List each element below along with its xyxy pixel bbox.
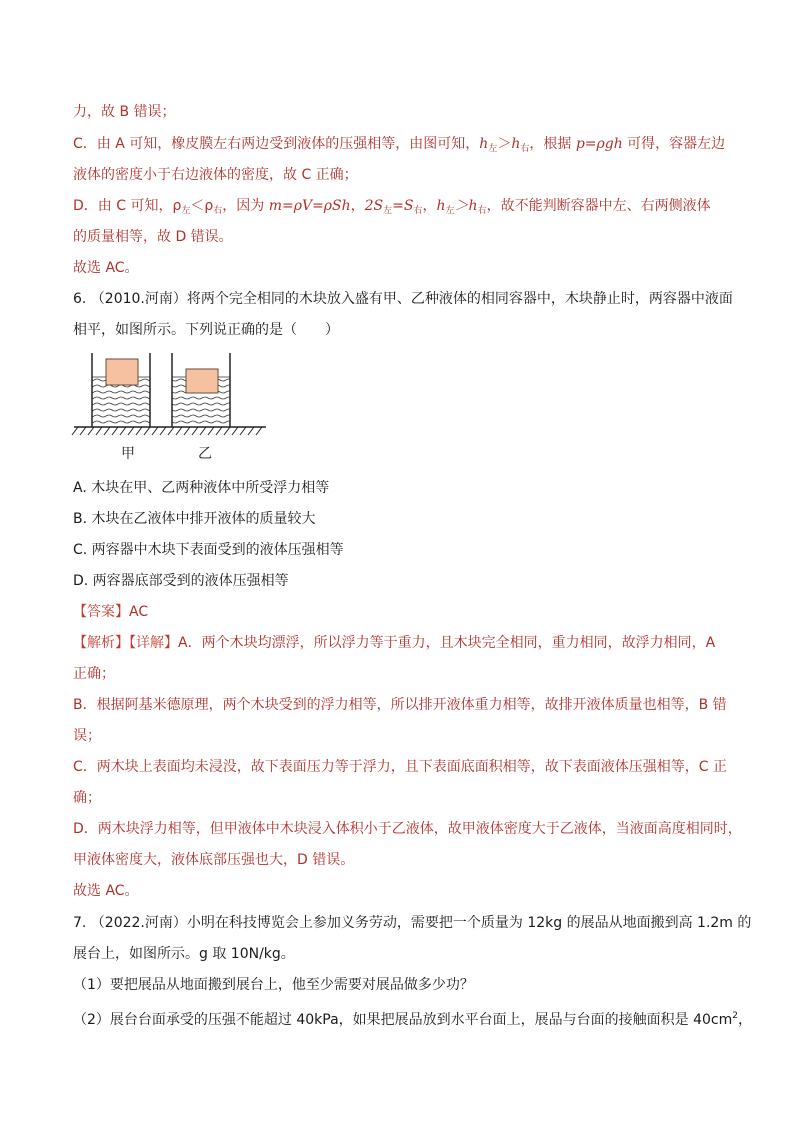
block-yi (186, 369, 218, 393)
q6-option-b: B. 木块在乙液体中排开液体的质量较大 (73, 511, 316, 527)
q6-analysis-d2: 甲液体密度大，液体底部压强也大，D 错误。 (73, 852, 355, 868)
q6-analysis-b2: 误； (73, 728, 101, 744)
q6-analysis-c1: C．两木块上表面均未浸没，故下表面压力等于浮力，且下表面底面积相等，故下表面液体压强相等，C 正 (73, 759, 727, 775)
q6-figure (70, 347, 270, 461)
q6-conclusion: 故选 AC。 (73, 883, 139, 899)
q7-part-2: （2）展台台面承受的压强不能超过 40kPa，如果把展品放到水平台面上，展品与台面的接触面积是 $40cm^2$， (73, 1011, 753, 1028)
q5-d-line1: D．由 C 可知，$\rho_左<\rho_右$，因为 m=ρV=ρSh，$2S_左=S_右$，$h_左>h_右$，故不能判断容器中左、右两侧液体 (73, 198, 711, 216)
q5-b-line: 力，故 B 错误； (73, 104, 176, 120)
caption-jia: 甲 (121, 446, 135, 462)
q6-option-d: D. 两容器底部受到的液体压强相等 (73, 573, 289, 589)
q7-stem-line2: 展台上，如图所示。g 取 10N/kg。 (73, 946, 295, 962)
q6-answer: 【答案】AC (73, 604, 149, 620)
q6-analysis-c2: 确； (73, 790, 101, 806)
containers-diagram (70, 347, 270, 457)
q5-d-line2: 的质量相等，故 D 错误。 (73, 229, 233, 245)
q5-c-line2: 液体的密度小于右边液体的密度，故 C 正确； (73, 167, 358, 183)
q6-stem-line2: 相平，如图所示。下列说正确的是（ ） (73, 322, 339, 338)
q6-analysis-a2: 正确； (73, 666, 115, 682)
ground-hatch (72, 427, 262, 435)
q6-option-c: C. 两容器中木块下表面受到的液体压强相等 (73, 542, 344, 558)
q7-stem-line1: 7. （2022.河南）小明在科技博览会上参加义务劳动，需要把一个质量为 12kg 的展品从地面搬到高 1.2m 的 (73, 915, 752, 931)
q5-conclusion: 故选 AC。 (73, 260, 139, 276)
q6-analysis-a1: 【解析】【详解】A．两个木块均漂浮，所以浮力等于重力，且木块完全相同，重力相同，故浮力相同，A (73, 635, 716, 651)
q5-c-line1: C．由 A 可知，橡皮膜左右两边受到液体的压强相等，由图可知，$h_左>h_右$，根据 p=ρgh 可得，容器左边 (73, 136, 726, 154)
q6-option-a: A. 木块在甲、乙两种液体中所受浮力相等 (73, 480, 330, 496)
caption-yi: 乙 (198, 446, 212, 462)
q6-stem-line1: 6. （2010.河南）将两个完全相同的木块放入盛有甲、乙种液体的相同容器中，木块静止时，两容器中液面 (73, 291, 733, 307)
q6-analysis-d1: D．两木块浮力相等，但甲液体中木块浸入体积小于乙液体，故甲液体密度大于乙液体，当液面高度相同时， (73, 821, 742, 837)
block-jia (106, 359, 138, 385)
q6-analysis-b1: B．根据阿基米德原理，两个木块受到的浮力相等，所以排开液体重力相等，故排开液体质量也相等，B 错 (73, 697, 727, 713)
q7-part-1: （1）要把展品从地面搬到展台上，他至少需要对展品做多少功？ (73, 977, 474, 993)
